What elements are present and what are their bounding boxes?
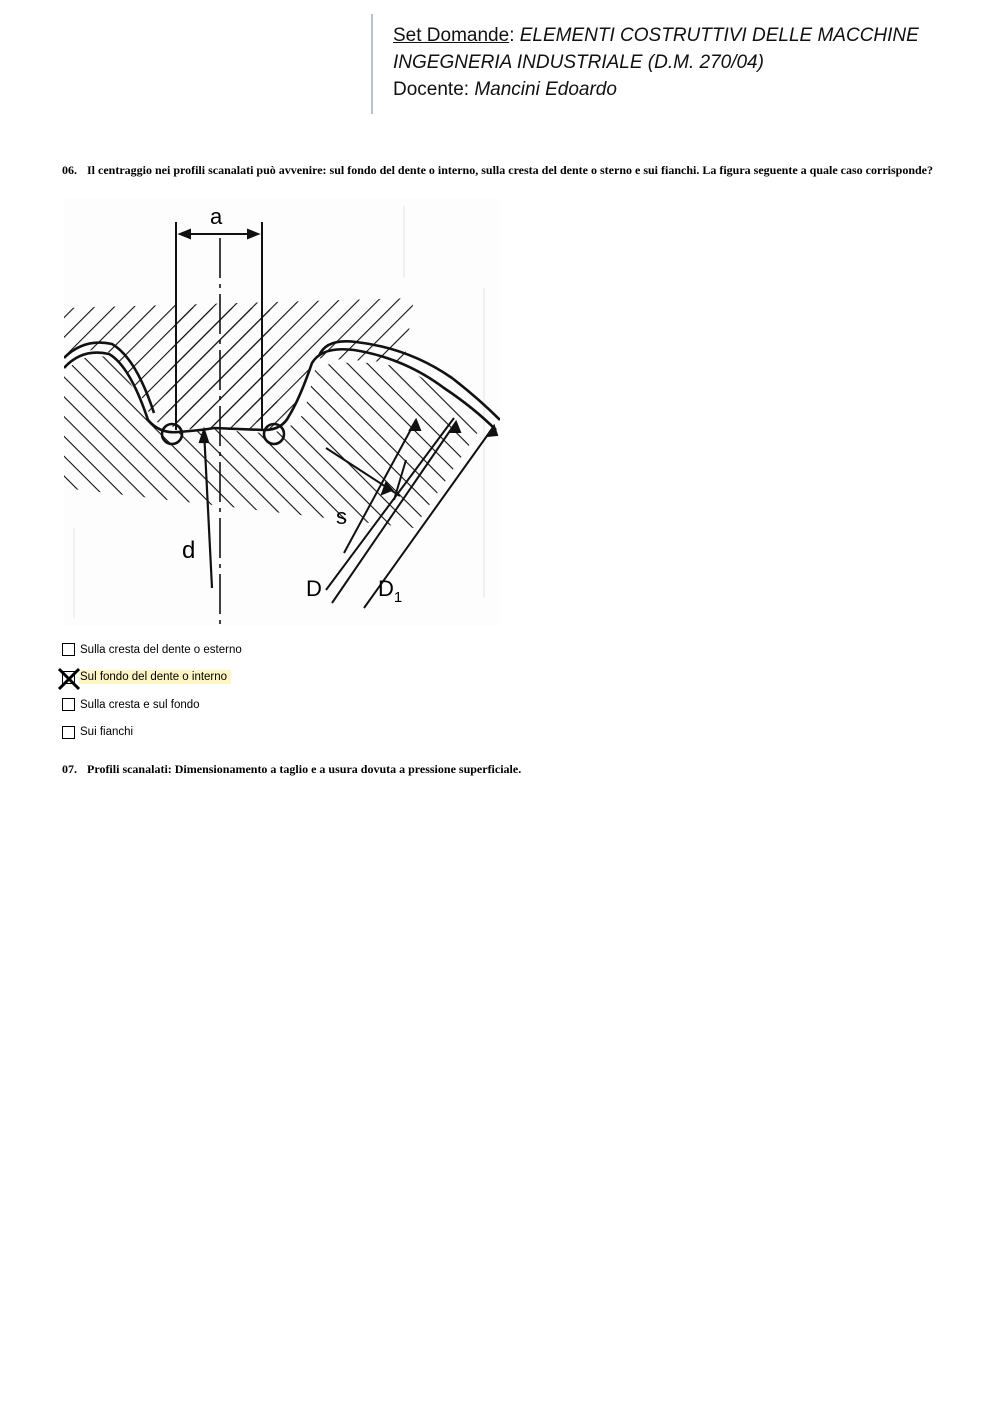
- question-text: Profili scanalati: Dimensionamento a taglio e a usura dovuta a pressione superficiale.: [87, 762, 522, 776]
- dim-label-d: d: [182, 537, 196, 564]
- answer-checkbox[interactable]: [62, 726, 75, 739]
- course-title-line: [393, 22, 931, 49]
- answer-option[interactable]: [62, 691, 246, 719]
- dim-label-a: a: [210, 204, 223, 229]
- answer-label: Sulla cresta del dente o esterno: [80, 643, 242, 656]
- question-06: [62, 163, 942, 177]
- question-07: [62, 762, 942, 776]
- course-degree: INGEGNERIA INDUSTRIALE (D.M. 270/04): [393, 52, 764, 73]
- answer-option[interactable]: [62, 636, 246, 664]
- dim-label-D: D: [306, 576, 322, 601]
- dim-label-s: s: [336, 504, 347, 529]
- teacher-line: [393, 76, 931, 103]
- dim-label-D1-sub: 1: [393, 589, 403, 606]
- question-number: 07.: [62, 762, 77, 776]
- answer-checkbox[interactable]: [62, 698, 75, 711]
- set-label-colon: :: [509, 25, 515, 46]
- question-text: Il centraggio nei profili scanalati può avvenire: sul fondo del dente o interno, sulla cresta del dente o sterno e sui fianchi. La figura seguente a quale caso corrisponde?: [87, 163, 933, 177]
- answer-options: [62, 636, 246, 746]
- answer-checkbox[interactable]: [62, 643, 75, 656]
- answer-option-selected[interactable]: [62, 664, 246, 692]
- set-label: Set Domande: [393, 25, 510, 46]
- question-number: 06.: [62, 163, 77, 177]
- answer-option[interactable]: [62, 719, 246, 747]
- course-title: ELEMENTI COSTRUTTIVI DELLE MACCHINE: [519, 25, 919, 46]
- document-header: [371, 14, 931, 114]
- answer-label: Sul fondo del dente o interno: [79, 670, 231, 684]
- answer-label: Sulla cresta e sul fondo: [80, 698, 200, 711]
- cross-mark-icon: [57, 667, 81, 691]
- spline-profile-figure: [64, 198, 500, 626]
- answer-checkbox-checked[interactable]: [62, 671, 75, 684]
- teacher-label: Docente:: [393, 79, 470, 100]
- teacher-name: Mancini Edoardo: [474, 79, 617, 100]
- answer-label: Sui fianchi: [80, 726, 134, 739]
- dim-label-D1-main: D: [378, 576, 394, 601]
